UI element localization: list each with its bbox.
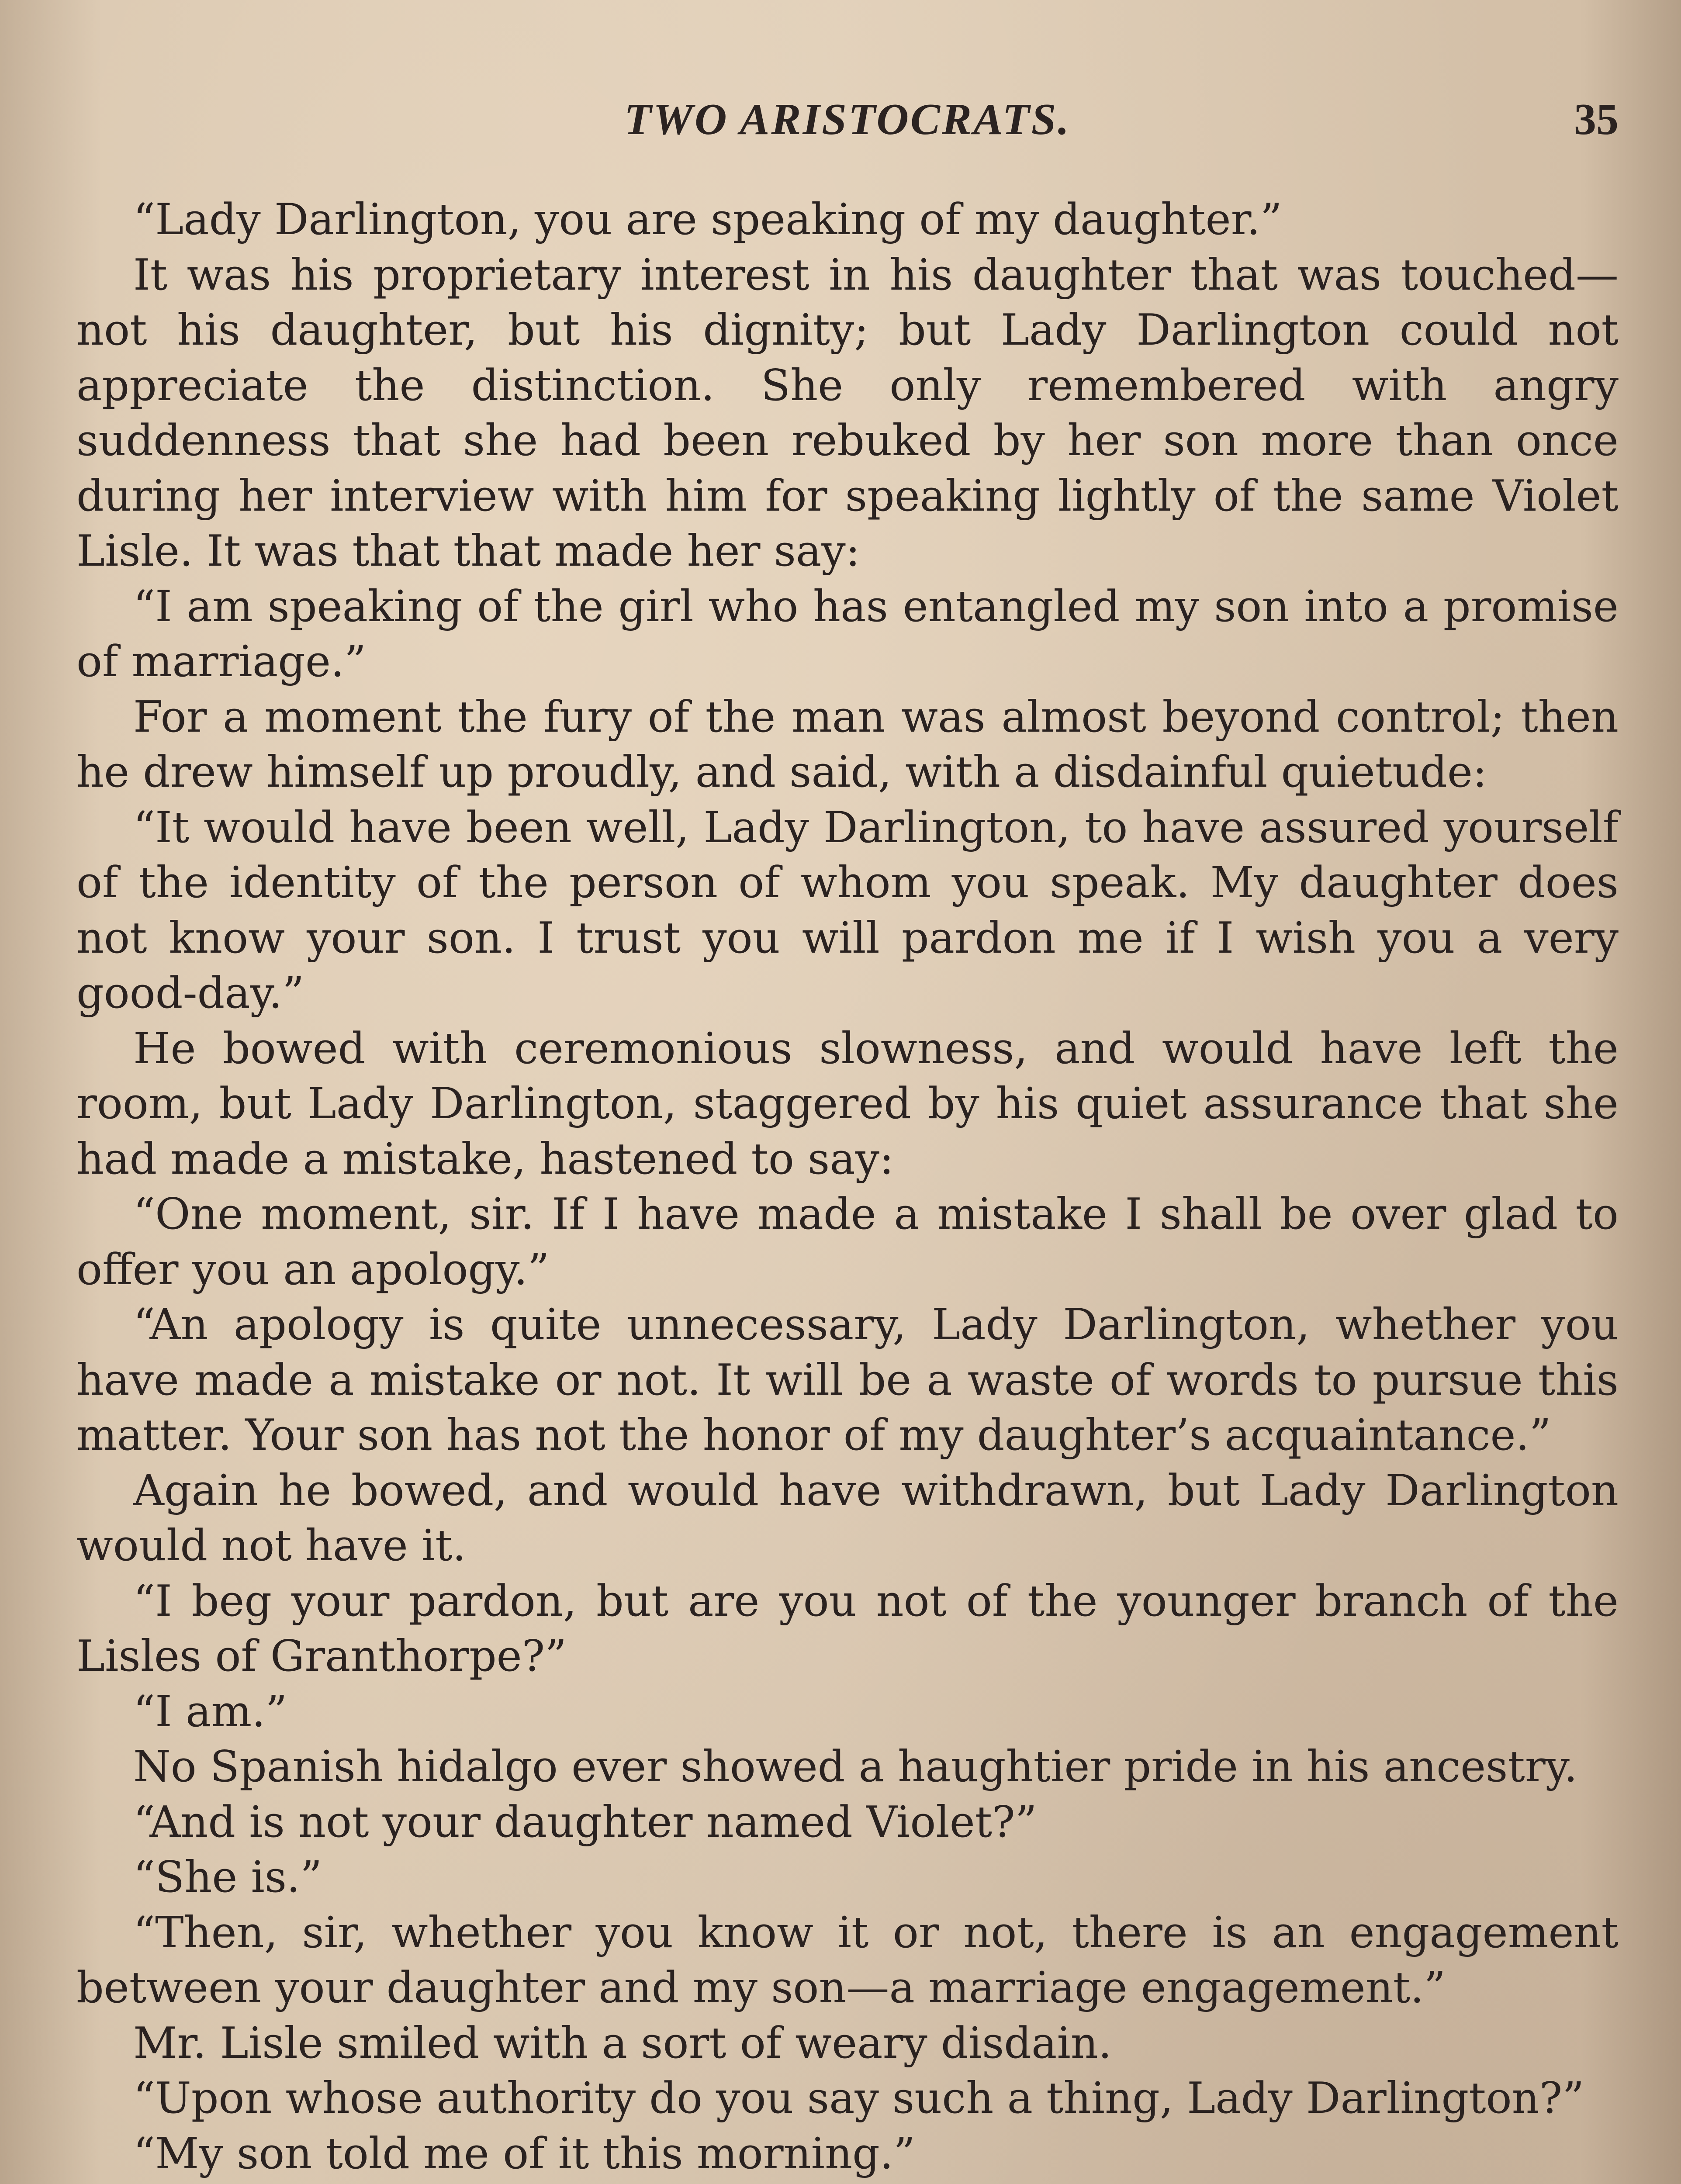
paragraph: “My son told me of it this morning.” [133,2129,916,2179]
paragraph: “She is.” [133,1852,322,1902]
paragraph: “I am.” [133,1686,287,1737]
paragraph: Again he bowed, and would have withdrawn, but Lady Darlington would not have it. [76,1465,1619,1571]
paragraph: “I beg your pardon, but are you not of the younger branch of the Lisles of Granthorpe?” [76,1576,1619,1681]
paragraph: He bowed with ceremonious slowness, and would have left the room, but Lady Darlington, staggered by his quiet assurance that she had made a mistake, hastened to say: [76,1023,1619,1184]
paragraph: It was his proprietary interest in his daughter that was touched—not his daughter, but his dignity; but Lady Darlington could not appreciate the distinction. She only remembered with angry suddenness that she had been rebuked by her son more than once during her interview with him for speaking lightly of the same Violet Lisle. It was that that made her say: [76,250,1619,576]
page-header [76,94,1619,159]
running-title: TWO ARISTOCRATS. [624,95,1071,144]
paragraph: No Spanish hidalgo ever showed a haughtier pride in his ancestry. [133,1742,1578,1792]
body-text [76,192,1619,2184]
paragraph: “One moment, sir. If I have made a mistake I shall be over glad to offer you an apology.” [76,1189,1619,1295]
paragraph: For a moment the fury of the man was almost beyond control; then he drew himself up proudly, and said, with a disdainful quietude: [76,692,1619,797]
paragraph: “It would have been well, Lady Darlington, to have assured yourself of the identity of the person of whom you speak. My daughter does not know your son. I trust you will pardon me if I wish you a very good-day.” [76,802,1619,1018]
paragraph: “Upon whose authority do you say such a thing, Lady Darlington?” [133,2073,1584,2123]
paragraph: “Lady Darlington, you are speaking of my daughter.” [133,195,1282,245]
paragraph: Mr. Lisle smiled with a sort of weary disdain. [133,2018,1112,2068]
paragraph [76,2181,1619,2184]
page-number: 35 [1574,95,1619,144]
paragraph: “Then, sir, whether you know it or not, there is an engagement between your daughter and my son—a marriage engagement.” [76,1908,1619,2013]
paragraph: “And is not your daughter named Violet?” [133,1797,1037,1847]
paragraph: “An apology is quite unnecessary, Lady Darlington, whether you have made a mistake or not. It will be a waste of words to pursue this matter. Your son has not the honor of my daughter’s acquaintance.” [76,1300,1619,1460]
paragraph: “I am speaking of the girl who has entangled my son into a promise of marriage.” [76,581,1619,687]
